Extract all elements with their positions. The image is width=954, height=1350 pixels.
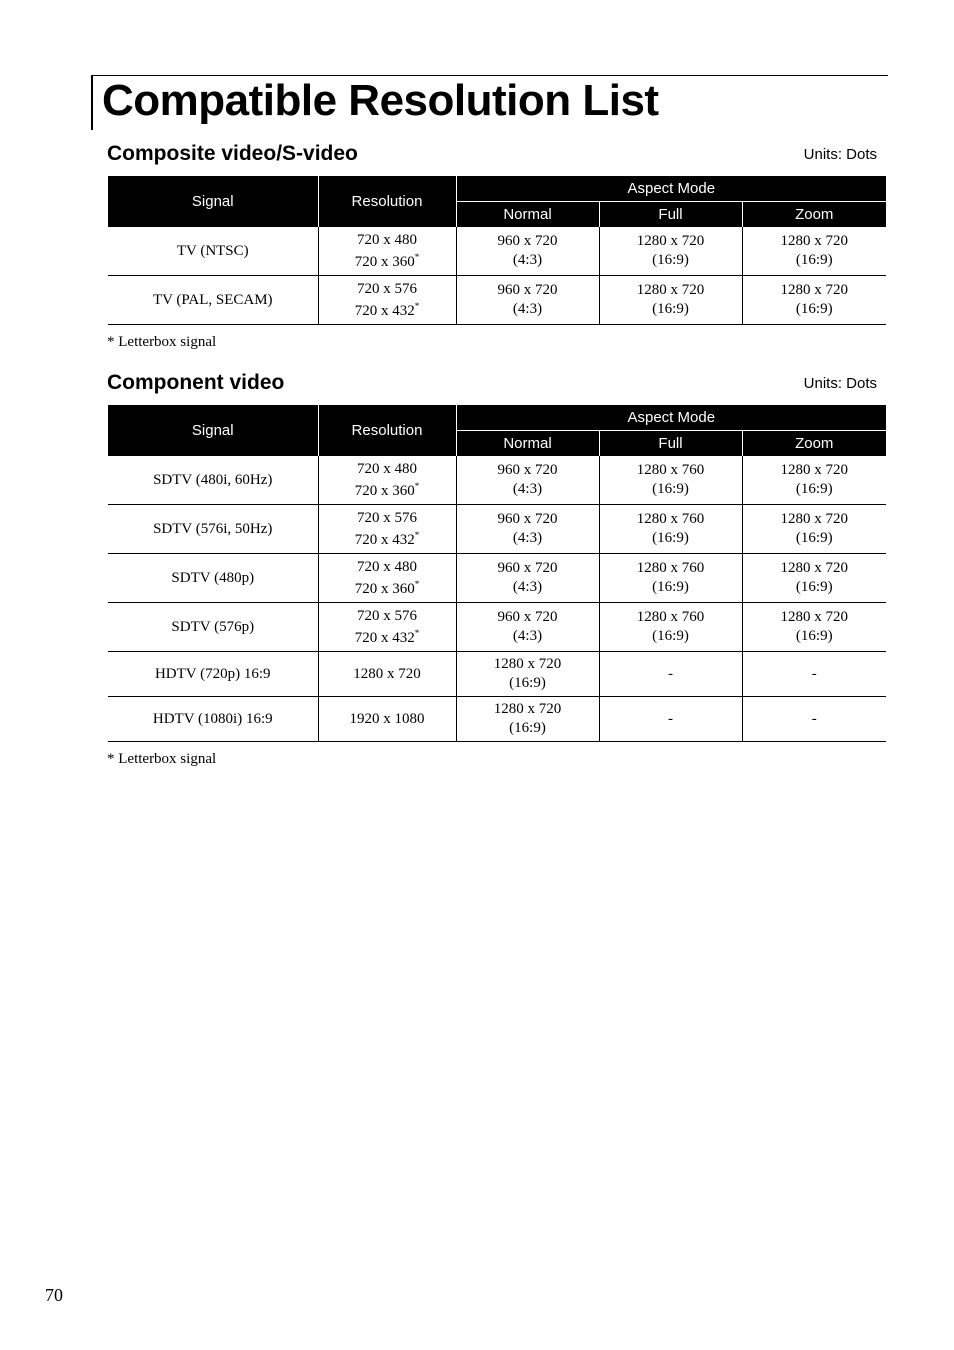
resolution-cell: 720 x 480 720 x 360* (318, 227, 456, 276)
component-footnote: * Letterbox signal (107, 751, 217, 767)
signal-cell: HDTV (1080i) 16:9 (108, 697, 318, 742)
normal-cell: 960 x 720 (4:3) (456, 227, 599, 276)
zoom-cell: 1280 x 720 (16:9) (742, 505, 886, 554)
zoom-cell: - (742, 697, 886, 742)
table-row (108, 603, 886, 652)
composite-section-header (107, 141, 877, 167)
component-section-title: Component video (107, 371, 285, 394)
normal-cell: 960 x 720 (4:3) (456, 505, 599, 554)
letterbox-mark: * (414, 300, 420, 311)
table-row (108, 652, 886, 697)
header-zoom: Zoom (742, 431, 886, 457)
full-cell: 1280 x 760 (16:9) (599, 456, 742, 505)
normal-cell: 1280 x 720 (16:9) (456, 652, 599, 697)
normal-cell: 960 x 720 (4:3) (456, 603, 599, 652)
resolution-cell: 720 x 480 720 x 360* (318, 554, 456, 603)
zoom-cell: 1280 x 720 (16:9) (742, 554, 886, 603)
letterbox-mark: * (414, 627, 420, 638)
resolution-cell: 720 x 576 720 x 432* (318, 603, 456, 652)
page-number: 70 (45, 1285, 63, 1305)
header-aspect-mode: Aspect Mode (456, 176, 886, 202)
normal-cell: 960 x 720 (4:3) (456, 554, 599, 603)
resolution-cell: 720 x 480 720 x 360* (318, 456, 456, 505)
header-normal: Normal (456, 202, 599, 228)
zoom-cell: 1280 x 720 (16:9) (742, 276, 886, 325)
composite-footnote: * Letterbox signal (107, 334, 217, 350)
signal-cell: SDTV (576p) (108, 603, 318, 652)
letterbox-mark: * (414, 251, 420, 262)
full-cell: 1280 x 760 (16:9) (599, 603, 742, 652)
full-cell: 1280 x 720 (16:9) (599, 276, 742, 325)
signal-cell: TV (PAL, SECAM) (108, 276, 318, 325)
resolution-cell: 1280 x 720 (318, 652, 456, 697)
normal-cell: 960 x 720 (4:3) (456, 456, 599, 505)
header-normal: Normal (456, 431, 599, 457)
full-cell: - (599, 652, 742, 697)
normal-cell: 960 x 720 (4:3) (456, 276, 599, 325)
component-units: Units: Dots (803, 375, 877, 392)
table-row (108, 505, 886, 554)
table-row (108, 456, 886, 505)
header-zoom: Zoom (742, 202, 886, 228)
composite-units: Units: Dots (803, 146, 877, 163)
signal-cell: SDTV (480i, 60Hz) (108, 456, 318, 505)
letterbox-mark: * (414, 529, 420, 540)
header-full: Full (599, 202, 742, 228)
signal-cell: HDTV (720p) 16:9 (108, 652, 318, 697)
table-row (108, 554, 886, 603)
header-resolution: Resolution (318, 176, 456, 227)
table-row (108, 697, 886, 742)
normal-cell: 1280 x 720 (16:9) (456, 697, 599, 742)
header-resolution: Resolution (318, 405, 456, 456)
full-cell: 1280 x 720 (16:9) (599, 227, 742, 276)
signal-cell: SDTV (480p) (108, 554, 318, 603)
zoom-cell: - (742, 652, 886, 697)
header-signal: Signal (108, 405, 318, 456)
resolution-cell: 720 x 576 720 x 432* (318, 505, 456, 554)
zoom-cell: 1280 x 720 (16:9) (742, 603, 886, 652)
letterbox-mark: * (414, 578, 420, 589)
resolution-cell: 720 x 576 720 x 432* (318, 276, 456, 325)
title-bar (91, 75, 888, 130)
full-cell: - (599, 697, 742, 742)
component-section-header (107, 370, 877, 396)
letterbox-mark: * (414, 480, 420, 491)
zoom-cell: 1280 x 720 (16:9) (742, 456, 886, 505)
zoom-cell: 1280 x 720 (16:9) (742, 227, 886, 276)
table-row (108, 227, 886, 276)
table-row (108, 276, 886, 325)
page-title: Compatible Resolution List (102, 76, 659, 125)
component-table (108, 405, 886, 742)
composite-section-title: Composite video/S-video (107, 142, 358, 165)
header-aspect-mode: Aspect Mode (456, 405, 886, 431)
signal-cell: SDTV (576i, 50Hz) (108, 505, 318, 554)
header-signal: Signal (108, 176, 318, 227)
full-cell: 1280 x 760 (16:9) (599, 554, 742, 603)
full-cell: 1280 x 760 (16:9) (599, 505, 742, 554)
composite-table (108, 176, 886, 325)
signal-cell: TV (NTSC) (108, 227, 318, 276)
header-full: Full (599, 431, 742, 457)
resolution-cell: 1920 x 1080 (318, 697, 456, 742)
